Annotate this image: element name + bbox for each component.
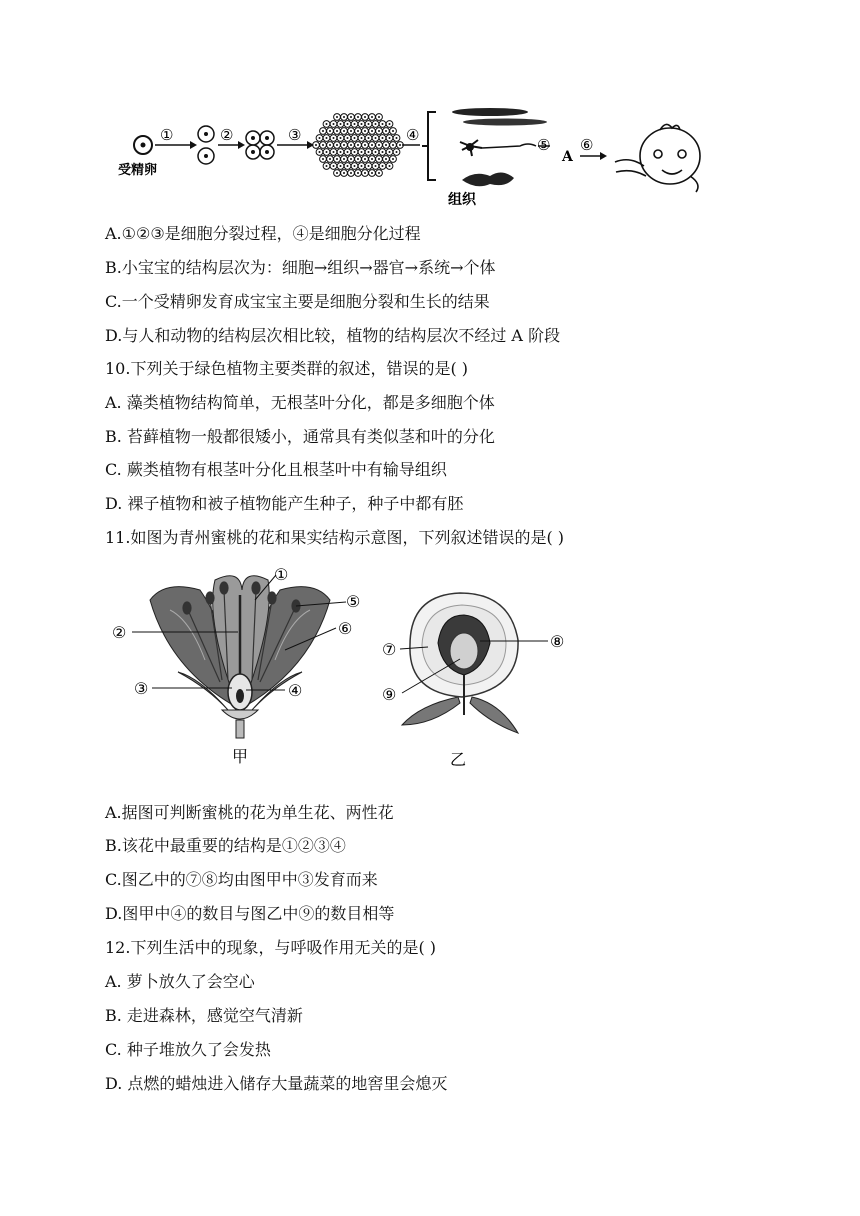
q11-stem: 11.如图为青州蜜桃的花和果实结构示意图，下列叙述错误的是( ) xyxy=(105,528,565,547)
q12-option-b: B. 走进森林，感觉空气清新 xyxy=(105,1006,303,1025)
q12-option-c: C. 种子堆放久了会发热 xyxy=(105,1040,271,1059)
step-4: ④ xyxy=(406,126,420,144)
yi-label-9: ⑨ xyxy=(382,685,397,704)
q11-option-d: D.图甲中④的数目与图乙中⑨的数目相等 xyxy=(105,904,395,923)
yi-label-8: ⑧ xyxy=(550,632,565,651)
step-3: ③ xyxy=(288,126,302,144)
q9-option-a: A.①②③是细胞分裂过程，④是细胞分化过程 xyxy=(105,224,421,243)
q9-option-d: D.与人和动物的结构层次相比较，植物的结构层次不经过 A 阶段 xyxy=(105,326,561,345)
q12-option-d: D. 点燃的蜡烛进入储存大量蔬菜的地窖里会熄灭 xyxy=(105,1074,448,1093)
q11-option-b: B.该花中最重要的结构是①②③④ xyxy=(105,836,346,855)
jia-label-4: ④ xyxy=(288,681,303,700)
tissue-drawings xyxy=(452,108,547,186)
q10-option-b: B. 苔藓植物一般都很矮小，通常具有类似茎和叶的分化 xyxy=(105,427,495,446)
flower-diagram-jia xyxy=(110,560,370,770)
egg-label: 受精卵 xyxy=(118,163,158,178)
cell-mass xyxy=(313,114,404,177)
q10-stem: 10.下列关于绿色植物主要类群的叙述，错误的是( ) xyxy=(105,359,469,378)
jia-label-6: ⑥ xyxy=(338,619,353,638)
step-2: ② xyxy=(220,126,234,144)
q10-option-c: C. 蕨类植物有根茎叶分化且根茎叶中有输导组织 xyxy=(105,460,447,479)
step-6: ⑥ xyxy=(580,136,594,154)
q9-option-b: B.小宝宝的结构层次为：细胞→组织→器官→系统→个体 xyxy=(105,258,496,277)
jia-label-3: ③ xyxy=(134,679,149,698)
jia-label-5: ⑤ xyxy=(346,592,361,611)
step-5: ⑤ xyxy=(537,136,551,154)
fruit-diagram-yi xyxy=(380,585,580,770)
jia-caption: 甲 xyxy=(232,747,249,766)
q10-option-a: A. 藻类植物结构简单，无根茎叶分化，都是多细胞个体 xyxy=(105,393,495,412)
development-diagram xyxy=(110,100,710,210)
yi-caption: 乙 xyxy=(450,750,467,769)
q9-option-c: C.一个受精卵发育成宝宝主要是细胞分裂和生长的结果 xyxy=(105,292,490,311)
jia-label-2: ② xyxy=(112,623,127,642)
step-1: ① xyxy=(160,126,174,144)
q12-option-a: A. 萝卜放久了会空心 xyxy=(105,972,255,991)
tissue-label: 组织 xyxy=(448,192,476,208)
yi-label-7: ⑦ xyxy=(382,640,397,659)
baby-drawing xyxy=(615,124,700,192)
q12-stem: 12.下列生活中的现象，与呼吸作用无关的是( ) xyxy=(105,938,437,957)
jia-label-1: ① xyxy=(274,565,289,584)
q10-option-d: D. 裸子植物和被子植物能产生种子，种子中都有胚 xyxy=(105,494,464,513)
q11-option-a: A.据图可判断蜜桃的花为单生花、两性花 xyxy=(105,803,394,822)
q11-option-c: C.图乙中的⑦⑧均由图甲中③发育而来 xyxy=(105,870,378,889)
a-label: A xyxy=(562,149,573,165)
